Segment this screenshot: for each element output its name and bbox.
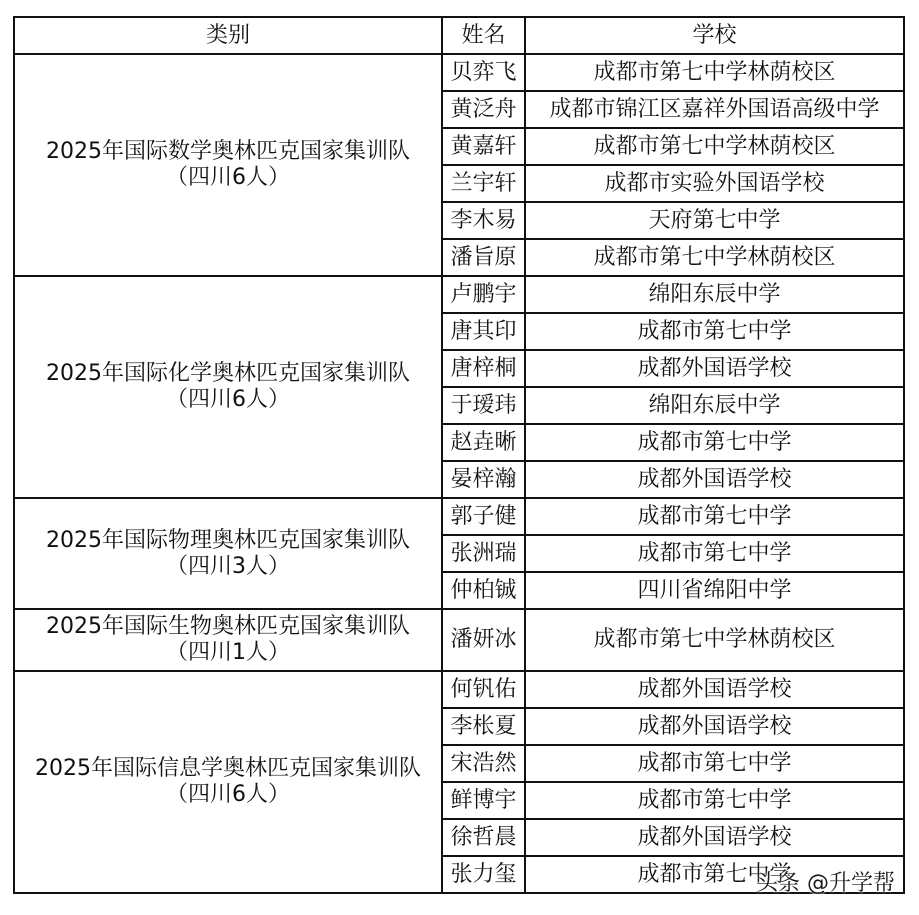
category-cell xyxy=(14,671,442,893)
student-name-cell: 赵垚晰 xyxy=(442,424,525,461)
school-cell: 成都外国语学校 xyxy=(525,708,904,745)
category-cell xyxy=(14,276,442,498)
student-name-cell: 兰宇轩 xyxy=(442,165,525,202)
school-cell: 成都市第七中学林荫校区 xyxy=(525,128,904,165)
student-name-cell: 晏梓瀚 xyxy=(442,461,525,498)
school-cell: 成都市第七中学 xyxy=(525,856,904,893)
student-name-cell: 张洲瑞 xyxy=(442,535,525,572)
category-cell xyxy=(14,498,442,609)
school-cell: 成都外国语学校 xyxy=(525,671,904,708)
school-cell: 成都市第七中学 xyxy=(525,313,904,350)
student-name-cell: 唐其印 xyxy=(442,313,525,350)
category-cell xyxy=(14,54,442,276)
table-row xyxy=(14,54,904,91)
student-name-cell: 潘旨原 xyxy=(442,239,525,276)
student-name-cell: 张力玺 xyxy=(442,856,525,893)
category-title: 2025年国际数学奥林匹克国家集训队 xyxy=(46,139,410,164)
table-row xyxy=(14,609,904,671)
school-cell: 绵阳东辰中学 xyxy=(525,276,904,313)
student-name-cell: 李枨夏 xyxy=(442,708,525,745)
student-name-cell: 黄泛舟 xyxy=(442,91,525,128)
category-title: 2025年国际物理奥林匹克国家集训队 xyxy=(46,527,410,553)
school-cell: 成都市第七中学林荫校区 xyxy=(525,54,904,91)
table-row xyxy=(14,671,904,708)
school-cell: 成都市第七中学 xyxy=(525,498,904,535)
roster-body xyxy=(14,54,904,893)
school-cell: 成都市实验外国语学校 xyxy=(525,165,904,202)
school-cell: 四川省绵阳中学 xyxy=(525,572,904,609)
category-count: （四川6人） xyxy=(166,165,290,190)
category-title: 2025年国际化学奥林匹克国家集训队 xyxy=(46,361,410,386)
category-title: 2025年国际信息学奥林匹克国家集训队 xyxy=(35,756,421,781)
student-name-cell: 黄嘉轩 xyxy=(442,128,525,165)
student-name-cell: 李木易 xyxy=(442,202,525,239)
school-cell: 成都市第七中学林荫校区 xyxy=(525,609,904,671)
school-cell: 成都市第七中学林荫校区 xyxy=(525,239,904,276)
category-title: 2025年国际生物奥林匹克国家集训队 xyxy=(46,614,410,639)
student-name-cell: 唐梓桐 xyxy=(442,350,525,387)
student-name-cell: 仲柏铖 xyxy=(442,572,525,609)
student-name-cell: 宋浩然 xyxy=(442,745,525,782)
school-cell: 天府第七中学 xyxy=(525,202,904,239)
category-count: （四川6人） xyxy=(166,782,290,807)
student-name-cell: 于瑷玮 xyxy=(442,387,525,424)
student-name-cell: 潘妍冰 xyxy=(442,609,525,671)
school-cell: 成都外国语学校 xyxy=(525,350,904,387)
header-name: 姓名 xyxy=(442,17,525,54)
category-count: （四川1人） xyxy=(166,640,290,665)
school-cell: 成都市锦江区嘉祥外国语高级中学 xyxy=(525,91,904,128)
school-cell: 成都外国语学校 xyxy=(525,819,904,856)
header-row xyxy=(14,17,904,54)
roster-table xyxy=(13,16,905,894)
header-category: 类别 xyxy=(14,17,442,54)
student-name-cell: 贝弈飞 xyxy=(442,54,525,91)
school-cell: 绵阳东辰中学 xyxy=(525,387,904,424)
school-cell: 成都市第七中学 xyxy=(525,745,904,782)
student-name-cell: 郭子健 xyxy=(442,498,525,535)
table-row xyxy=(14,498,904,535)
category-count: （四川6人） xyxy=(166,387,290,412)
school-cell: 成都市第七中学 xyxy=(525,535,904,572)
school-cell: 成都市第七中学 xyxy=(525,782,904,819)
student-name-cell: 徐哲晨 xyxy=(442,819,525,856)
watermark: 头条 @升学帮 xyxy=(756,871,895,896)
school-cell: 成都外国语学校 xyxy=(525,461,904,498)
category-count: （四川3人） xyxy=(166,553,290,579)
student-name-cell: 何钒佑 xyxy=(442,671,525,708)
student-name-cell: 鲜博宇 xyxy=(442,782,525,819)
table-row xyxy=(14,276,904,313)
header-school: 学校 xyxy=(525,17,904,54)
school-cell: 成都市第七中学 xyxy=(525,424,904,461)
student-name-cell: 卢鹏宇 xyxy=(442,276,525,313)
category-cell xyxy=(14,609,442,671)
